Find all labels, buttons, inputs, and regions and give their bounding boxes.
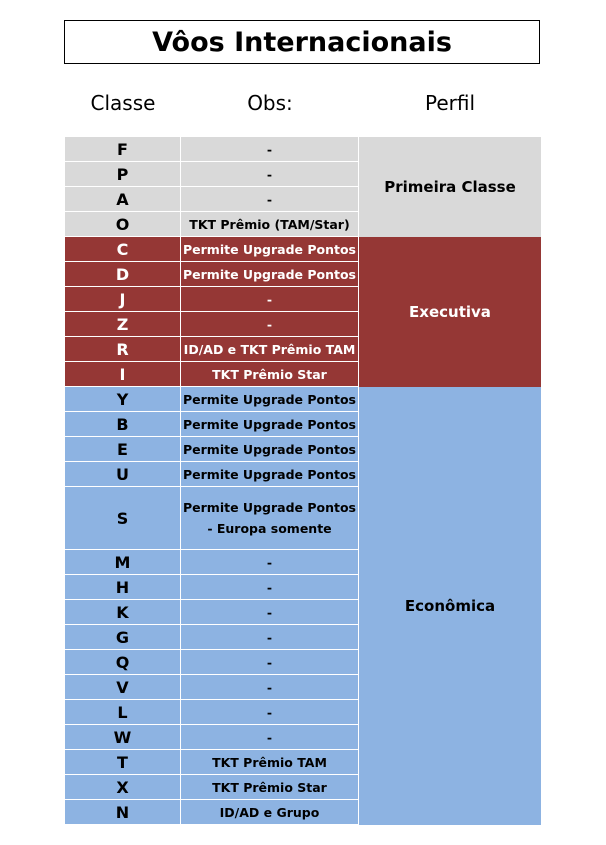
class-code-cell: E [65,437,181,462]
class-code-cell: W [65,725,181,750]
class-code-cell: V [65,675,181,700]
class-code-cell: A [65,187,181,212]
class-code-cell: Y [65,387,181,412]
obs-cell: - [181,575,359,600]
class-code-cell: K [65,600,181,625]
class-code-cell: X [65,775,181,800]
class-code-cell: F [65,137,181,162]
obs-cell: - [181,650,359,675]
class-code-cell: N [65,800,181,825]
header-classe: Classe [90,91,156,115]
class-code-cell: M [65,550,181,575]
obs-cell: TKT Prêmio (TAM/Star) [181,212,359,237]
obs-cell: ID/AD e Grupo [181,800,359,825]
class-code-cell: P [65,162,181,187]
obs-cell: Permite Upgrade Pontos [181,462,359,487]
obs-cell: - [181,162,359,187]
obs-cell: - [181,725,359,750]
profile-cell-economica: Econômica [359,387,541,825]
header-obs: Obs: [247,91,293,115]
class-code-cell: D [65,262,181,287]
class-code-cell: C [65,237,181,262]
profile-cell-primeira: Primeira Classe [359,137,541,237]
obs-cell: - [181,187,359,212]
obs-cell: - [181,312,359,337]
class-code-cell: U [65,462,181,487]
obs-cell: Permite Upgrade Pontos [181,237,359,262]
class-code-cell: B [65,412,181,437]
fare-class-table [65,137,541,824]
class-code-cell: O [65,212,181,237]
obs-cell: Permite Upgrade Pontos [181,387,359,412]
obs-cell: TKT Prêmio Star [181,775,359,800]
class-code-cell: Z [65,312,181,337]
header-perfil: Perfil [424,91,476,115]
class-code-cell: Q [65,650,181,675]
class-code-cell: G [65,625,181,650]
obs-cell: - [181,700,359,725]
obs-cell: Permite Upgrade Pontos [181,262,359,287]
obs-cell: - [181,287,359,312]
obs-cell: TKT Prêmio TAM [181,750,359,775]
obs-cell: - [181,675,359,700]
class-code-cell: T [65,750,181,775]
profile-cell-executiva: Executiva [359,237,541,387]
obs-cell: Permite Upgrade Pontos - Europa somente [181,487,359,550]
class-code-cell: S [65,487,181,550]
obs-cell: - [181,625,359,650]
obs-cell: Permite Upgrade Pontos [181,412,359,437]
obs-cell: ID/AD e TKT Prêmio TAM [181,337,359,362]
class-code-cell: I [65,362,181,387]
obs-cell: - [181,137,359,162]
obs-cell: Permite Upgrade Pontos [181,437,359,462]
obs-cell: - [181,600,359,625]
page-title: Vôos Internacionais [64,20,540,64]
obs-cell: TKT Prêmio Star [181,362,359,387]
class-code-cell: R [65,337,181,362]
obs-cell: - [181,550,359,575]
class-code-cell: H [65,575,181,600]
class-code-cell: J [65,287,181,312]
class-code-cell: L [65,700,181,725]
